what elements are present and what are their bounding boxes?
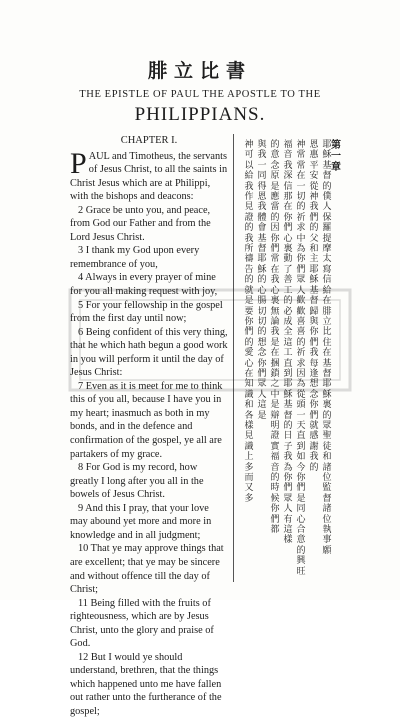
chinese-column-1: 耶穌基督的僕人保羅提摩太寫信給在腓立比住在基督耶穌裏的眾聖徒和諸位監督諸位執事願 xyxy=(322,140,332,556)
verse-12: 12 But I would ye should understand, brethren, that the things which happened unto me have fallen out rather unto the furtherance of the gospel; xyxy=(70,651,222,717)
verse-1-text: AUL and Timotheus, the servants of Jesus Christ, to all the saints in Christ Jesus which are at Philippi, with the bishops and deacons: xyxy=(70,150,228,203)
verse-11: 11 Being filled with the fruits of righteousness, which are by Jesus Christ, unto the glory and praise of God. xyxy=(70,597,214,650)
chinese-column-6: 與我一同得恩我體會基督耶穌的心腸切切的想念你們眾人這是 xyxy=(257,140,267,421)
verse-2: 2 Grace be unto you, and peace, from God our Father and from the Lord Jesus Christ. xyxy=(70,204,211,243)
verse-9: 9 And this I pray, that your love may abound yet more and more in knowledge and in all judgment; xyxy=(70,502,212,541)
chapter-heading: CHAPTER I. xyxy=(120,135,178,146)
english-title-line2: PHILIPPIANS. xyxy=(134,104,266,125)
chinese-column-3: 神常常在一切的祈求中為你們眾人歡歡喜喜的祈求因為從頭一天直到如今你們是同心合意的興旺 xyxy=(296,140,306,577)
verse-5: 5 For your fellowship in the gospel from the first day until now; xyxy=(70,299,223,325)
chinese-chapter-label: 第一章 xyxy=(331,140,341,173)
verse-10: 10 That ye may approve things that are excellent; that ye may be sincere and without offence till the day of Christ; xyxy=(70,543,224,596)
chinese-column-7: 神可以給我作見證的我所禱告的就是要你們的愛心在知識和各樣見識上多而又多 xyxy=(244,140,254,504)
chinese-column-4: 福音我深信那在你們心裏動了善工的必成全這工直到耶穌基督的日子我為你們眾人有這樣 xyxy=(283,140,293,546)
verse-4: 4 Always in every prayer of mine for you all making request with joy, xyxy=(70,272,218,298)
drop-cap: P xyxy=(70,146,87,180)
chinese-column-2: 恩惠平安從神我們的父和主耶穌基督歸與你們我每逢想念你們就感謝我的 xyxy=(309,140,319,473)
english-title-line1: THE EPISTLE OF PAUL THE APOSTLE TO THE xyxy=(79,89,321,100)
verse-8: 8 For God is my record, how greatly I long after you all in the bowels of Jesus Christ. xyxy=(70,462,204,501)
chinese-book-title: 腓立比書 xyxy=(147,60,252,82)
chinese-text-block xyxy=(0,140,400,590)
verse-7: 7 Even as it is meet for me to think this of you all, because I have you in my heart; inasmuch as both in my bonds, and in the defence and confirmation of the gospel, ye all are partakers of my grace. xyxy=(70,380,223,460)
verse-3: 3 I thank my God upon every remembrance of you, xyxy=(70,245,200,270)
verse-6: 6 Being confident of this very thing, that he which hath begun a good work in you will perform it until the day of Jesus Christ: xyxy=(70,326,228,379)
chinese-column-5: 的意念原是應當的因你們常在我心裏無論我是在捆鎖之中是辯明證實福音的時候你們都 xyxy=(270,140,280,536)
